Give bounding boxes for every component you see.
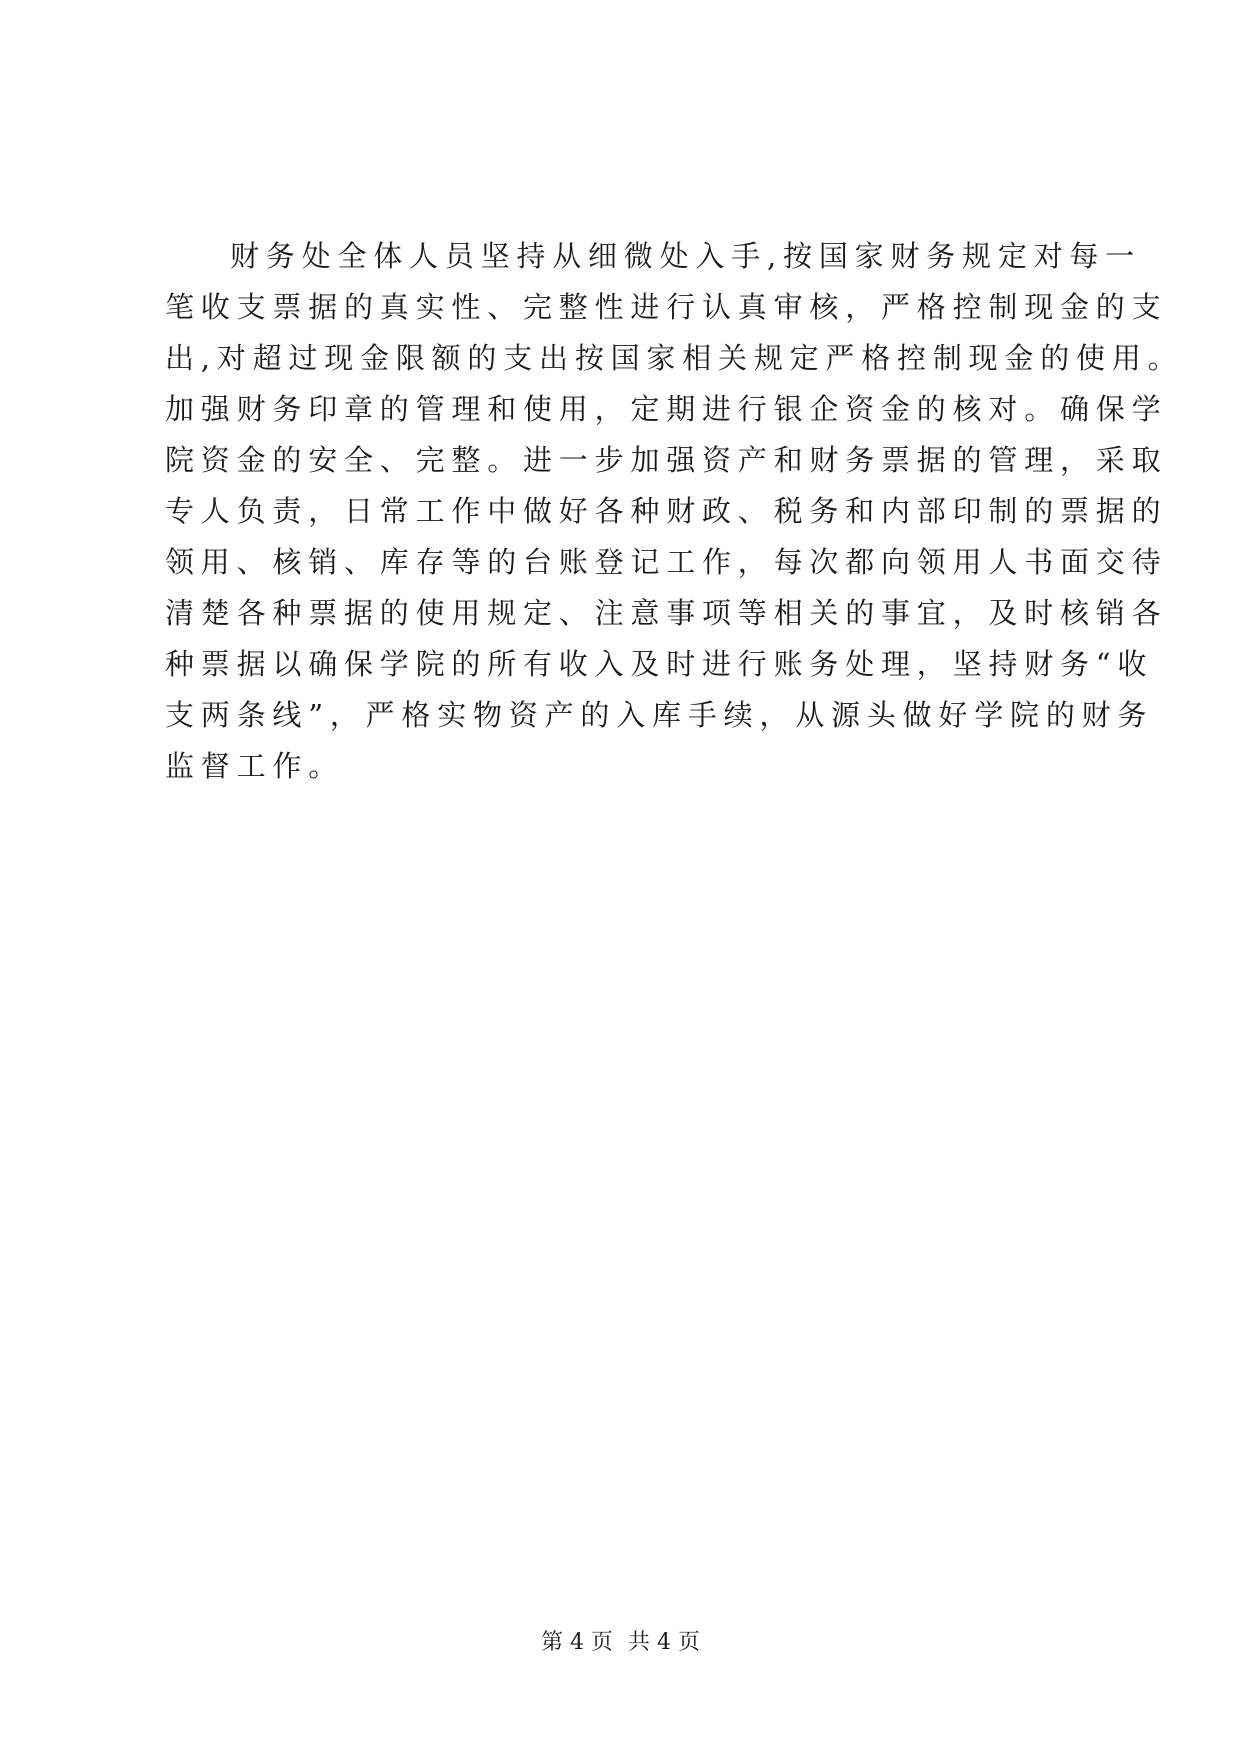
paragraph-line: 出,对超过现金限额的支出按国家相关规定严格控制现金的使用。 — [165, 341, 1184, 375]
paragraph-line: 笔收支票据的真实性、完整性进行认真审核，严格控制现金的支 — [165, 290, 1168, 324]
paragraph-line: 支两条线”，严格实物资产的入库手续，从源头做好学院的财务 — [165, 698, 1154, 732]
paragraph-line: 领用、核销、库存等的台账登记工作，每次都向领用人书面交待 — [165, 545, 1168, 579]
paragraph-line: 监督工作。 — [165, 749, 345, 783]
paragraph-line: 清楚各种票据的使用规定、注意事项等相关的事宜，及时核销各 — [165, 596, 1168, 630]
paragraph-line: 种票据以确保学院的所有收入及时进行账务处理，坚持财务“收 — [165, 647, 1154, 681]
paragraph-line: 专人负责，日常工作中做好各种财政、税务和内部印制的票据的 — [165, 494, 1168, 528]
paragraph-line: 财务处全体人员坚持从细微处入手,按国家财务规定对每一 — [230, 239, 1142, 273]
body-paragraph — [165, 231, 1184, 792]
page-footer — [0, 1628, 1241, 1658]
page-number-current: 第 4 页 — [541, 1630, 613, 1655]
paragraph-line: 加强财务印章的管理和使用，定期进行银企资金的核对。确保学 — [165, 392, 1168, 426]
paragraph-line: 院资金的安全、完整。进一步加强资产和财务票据的管理，采取 — [165, 443, 1168, 477]
page-number-total: 共 4 页 — [628, 1630, 700, 1655]
